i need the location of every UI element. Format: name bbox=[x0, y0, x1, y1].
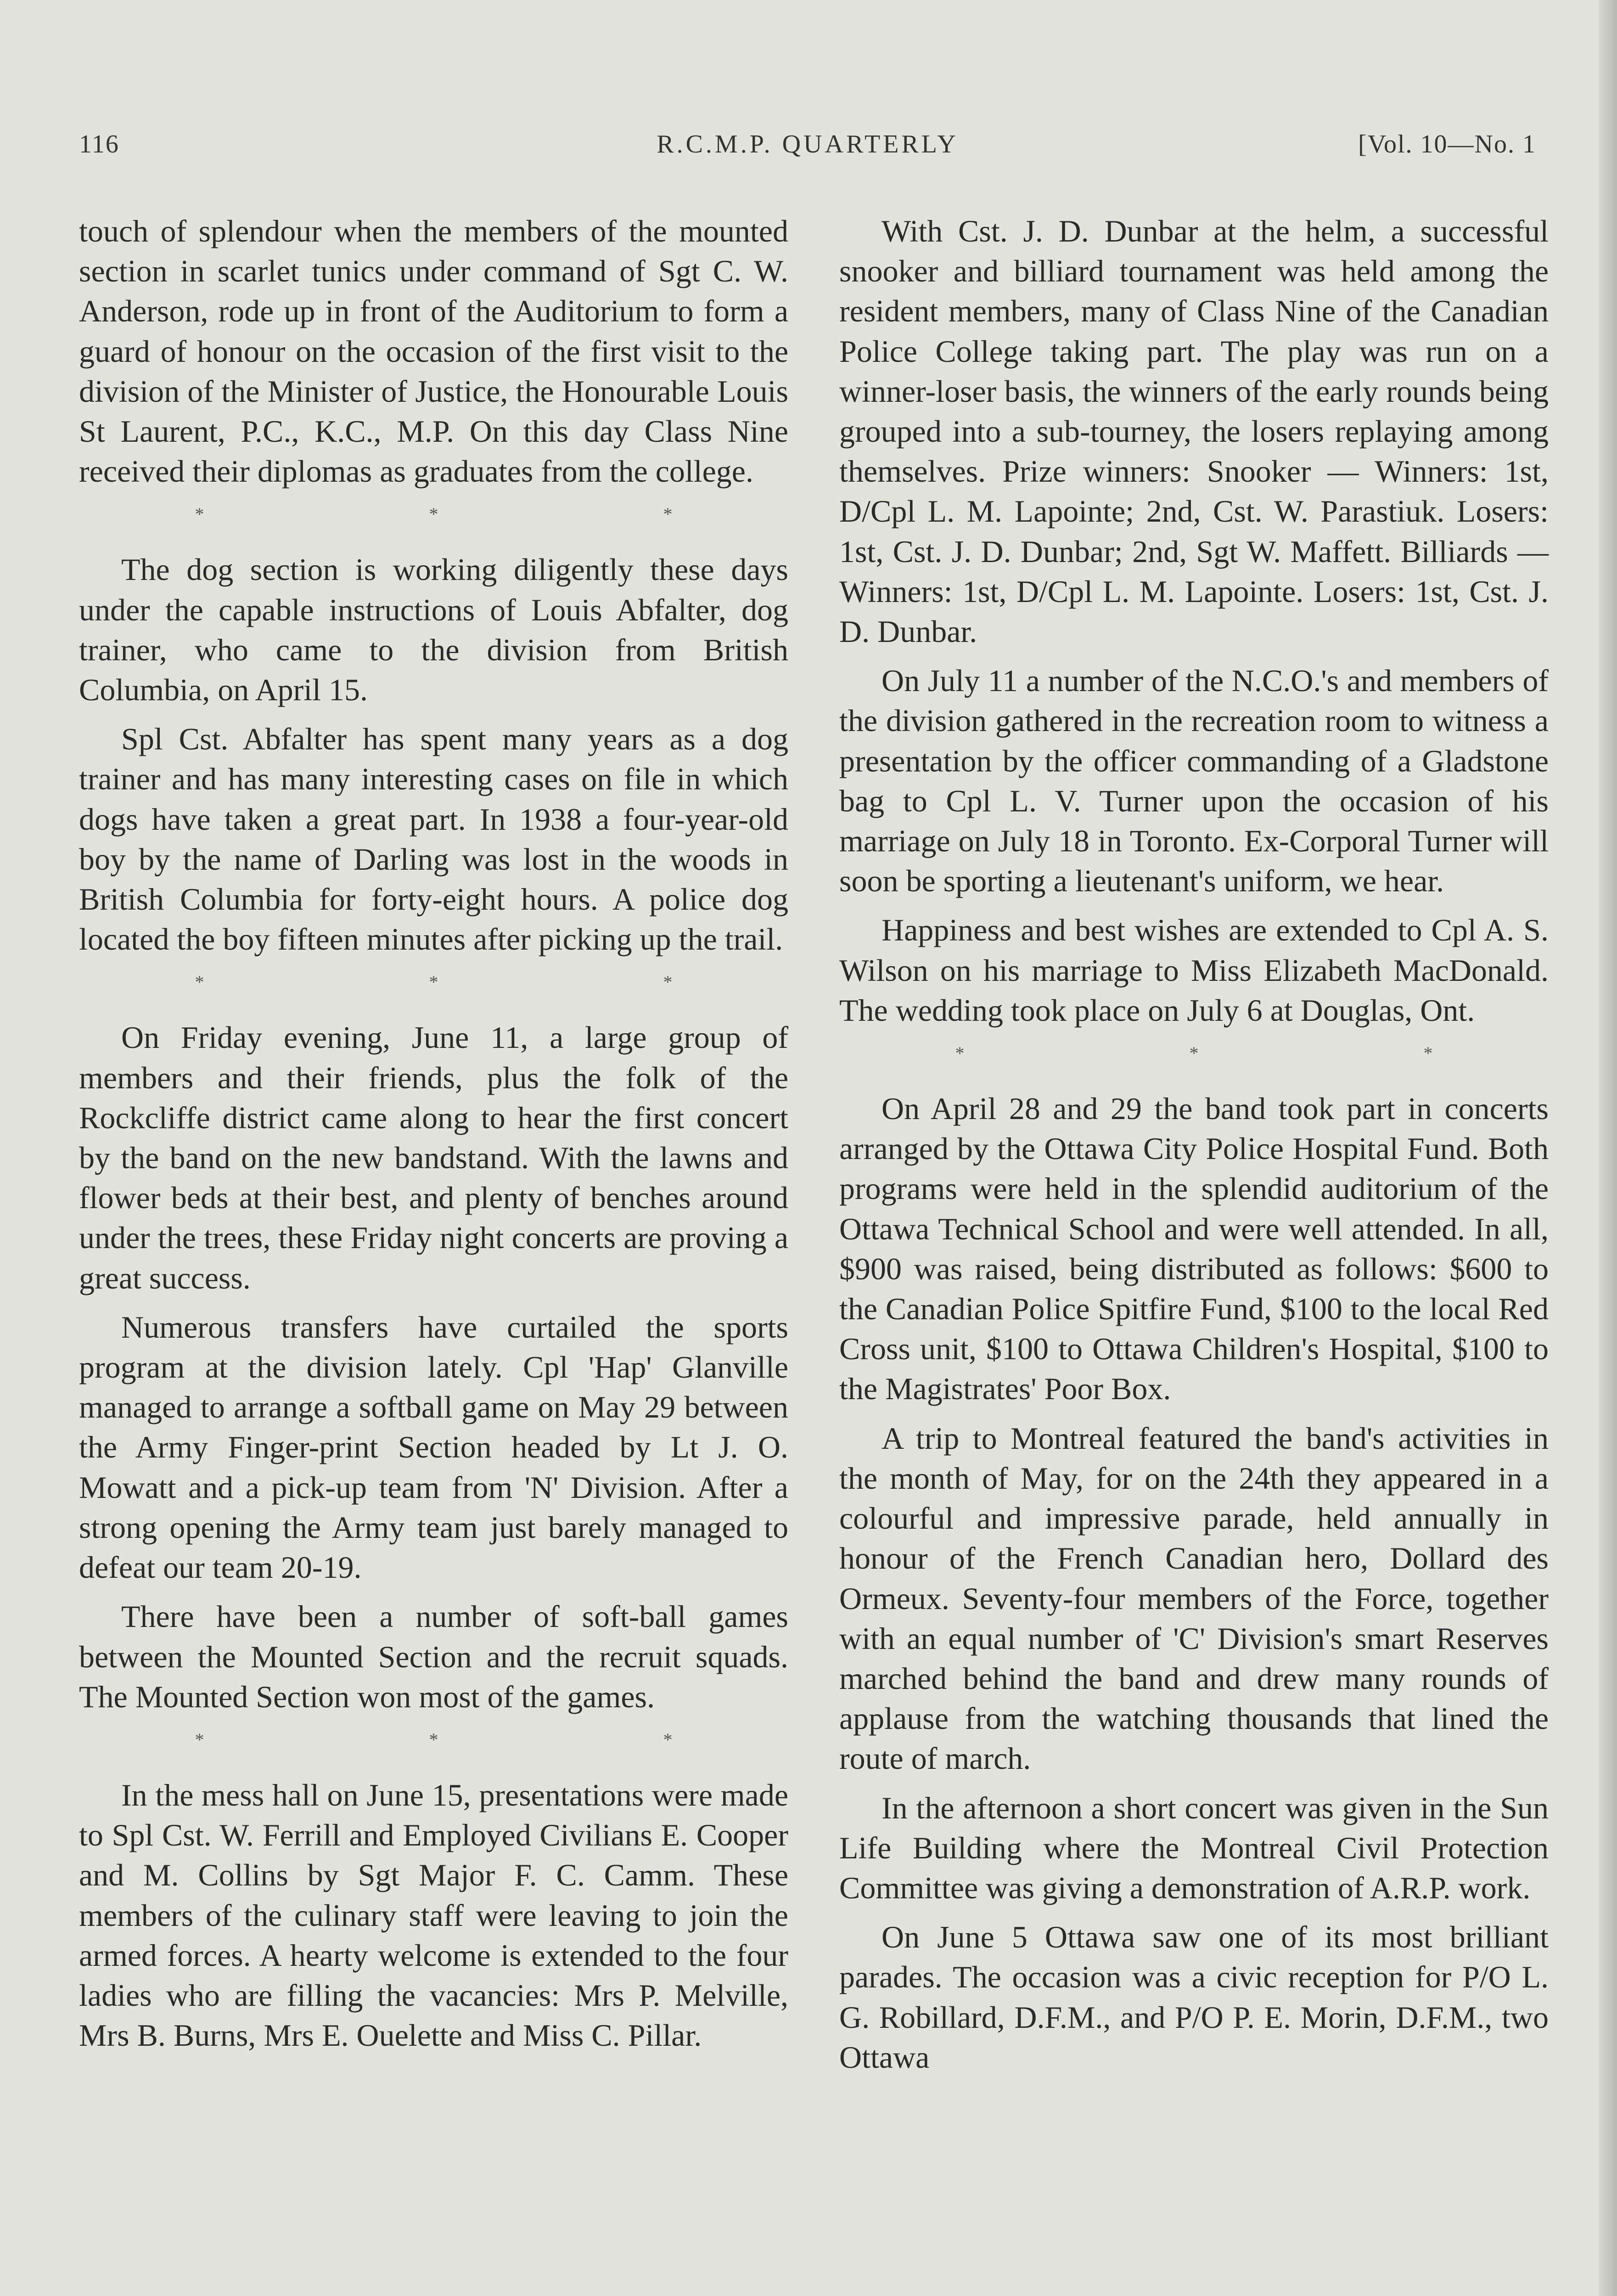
paragraph: On June 5 Ottawa saw one of its most brilliant parades. The occasion was a civic reception for P/O L. G. Robillard, D.F.M., and P/O P. E. Morin, D.F.M., two Ottawa bbox=[839, 1919, 1549, 2075]
section-separator: * * * bbox=[195, 972, 783, 993]
paragraph: In the mess hall on June 15, presentations were made to Spl Cst. W. Ferrill and Employed Civilians E. Cooper and M. Collins by Sgt Major F. C. Camm. These members of the culinary staff were leaving to join the armed forces. A hearty welcome is extended to the four ladies who are filling the vacancies: Mrs P. Melville, Mrs B. Burns, Mrs E. Ouelette and Miss C. Pillar. bbox=[79, 1777, 788, 2053]
left-column bbox=[79, 211, 788, 2065]
volume-issue: [Vol. 10—No. 1 bbox=[1358, 130, 1536, 158]
paragraph: Numerous transfers have curtailed the sports program at the division lately. Cpl 'Hap' Glanville managed to arrange a softball game on May 29 between the Army Finger-print Section headed by Lt J. O. Mowatt and a pick-up team from 'N' Division. After a strong opening the Army team just barely managed to defeat our team 20-19. bbox=[79, 1309, 788, 1585]
paragraph: On April 28 and 29 the band took part in concerts arranged by the Ottawa City Police Hospital Fund. Both programs were held in the splendid auditorium of the Ottawa Technical School and were well attended. In all, $900 was raised, being distributed as follows: $600 to the Canadian Police Spitfire Fund, $100 to the local Red Cross unit, $100 to Ottawa Children's Hospital, $100 to the Magistrates' Poor Box. bbox=[839, 1091, 1549, 1407]
section-separator: * * * bbox=[955, 1043, 1543, 1064]
paragraph: On Friday evening, June 11, a large group of members and their friends, plus the folk of the Rockcliffe district came along to hear the first concert by the band on the new bandstand. With the lawns and flower beds at their best, and plenty of benches around under the trees, these Friday night concerts are proving a great success. bbox=[79, 1020, 788, 1295]
paragraph: On July 11 a number of the N.C.O.'s and members of the division gathered in the recreation room to witness a presentation by the officer commanding of a Gladstone bag to Cpl L. V. Turner upon the occasion of his marriage on July 18 in Toronto. Ex-Corporal Turner will soon be sporting a lieutenant's uniform, we hear. bbox=[839, 663, 1549, 899]
paragraph: The dog section is working diligently these days under the capable instructions of Louis Abfalter, dog trainer, who came to the division from British Columbia, on April 15. bbox=[79, 552, 788, 708]
paragraph: touch of splendour when the members of the mounted section in scarlet tunics under command of Sgt C. W. Anderson, rode up in front of the Auditorium to form a guard of honour on the occasion of the first visit to the division of the Minister of Justice, the Honourable Louis St Laurent, P.C., K.C., M.P. On this day Class Nine received their diplomas as graduates from the college. bbox=[79, 214, 788, 489]
section-separator: * * * bbox=[195, 1729, 783, 1750]
journal-title: R.C.M.P. QUARTERLY bbox=[657, 130, 959, 158]
page-edge-shadow bbox=[1599, 0, 1617, 2296]
section-separator: * * * bbox=[195, 504, 783, 525]
right-column bbox=[839, 211, 1549, 2087]
paragraph: In the afternoon a short concert was given in the Sun Life Building where the Montreal Civil Protection Committee was giving a demonstration of A.R.P. work. bbox=[839, 1790, 1549, 1905]
paragraph: A trip to Montreal featured the band's activities in the month of May, for on the 24th they appeared in a colourful and impressive parade, held annually in honour of the French Canadian hero, Dollard des Ormeux. Seventy-four members of the Force, together with an equal number of 'C' Division's smart Reserves marched behind the band and drew many rounds of applause from the watching thousands that lined the route of march. bbox=[839, 1420, 1549, 1776]
paragraph: With Cst. J. D. Dunbar at the helm, a successful snooker and billiard tournament was held among the resident members, many of Class Nine of the Canadian Police College taking part. The play was run on a winner-loser basis, the winners of the early rounds being grouped into a sub-tourney, the losers replaying among themselves. Prize winners: Snooker — Winners: 1st, D/Cpl L. M. Lapointe; 2nd, Cst. W. Parastiuk. Losers: 1st, Cst. J. D. Dunbar; 2nd, Sgt W. Maffett. Billiards — Winners: 1st, D/Cpl L. M. Lapointe. Losers: 1st, Cst. J. D. Dunbar. bbox=[839, 214, 1549, 649]
running-header bbox=[79, 129, 1536, 166]
page-number: 116 bbox=[79, 130, 119, 158]
paragraph: There have been a number of soft-ball games between the Mounted Section and the recruit squads. The Mounted Section won most of the games. bbox=[79, 1599, 788, 1714]
paragraph: Happiness and best wishes are extended to Cpl A. S. Wilson on his marriage to Miss Elizabeth MacDonald. The wedding took place on July 6 at Douglas, Ont. bbox=[839, 912, 1549, 1028]
paragraph: Spl Cst. Abfalter has spent many years as a dog trainer and has many interesting cases on file in which dogs have taken a great part. In 1938 a four-year-old boy by the name of Darling was lost in the woods in British Columbia for forty-eight hours. A police dog located the boy fifteen minutes after picking up the trail. bbox=[79, 721, 788, 957]
